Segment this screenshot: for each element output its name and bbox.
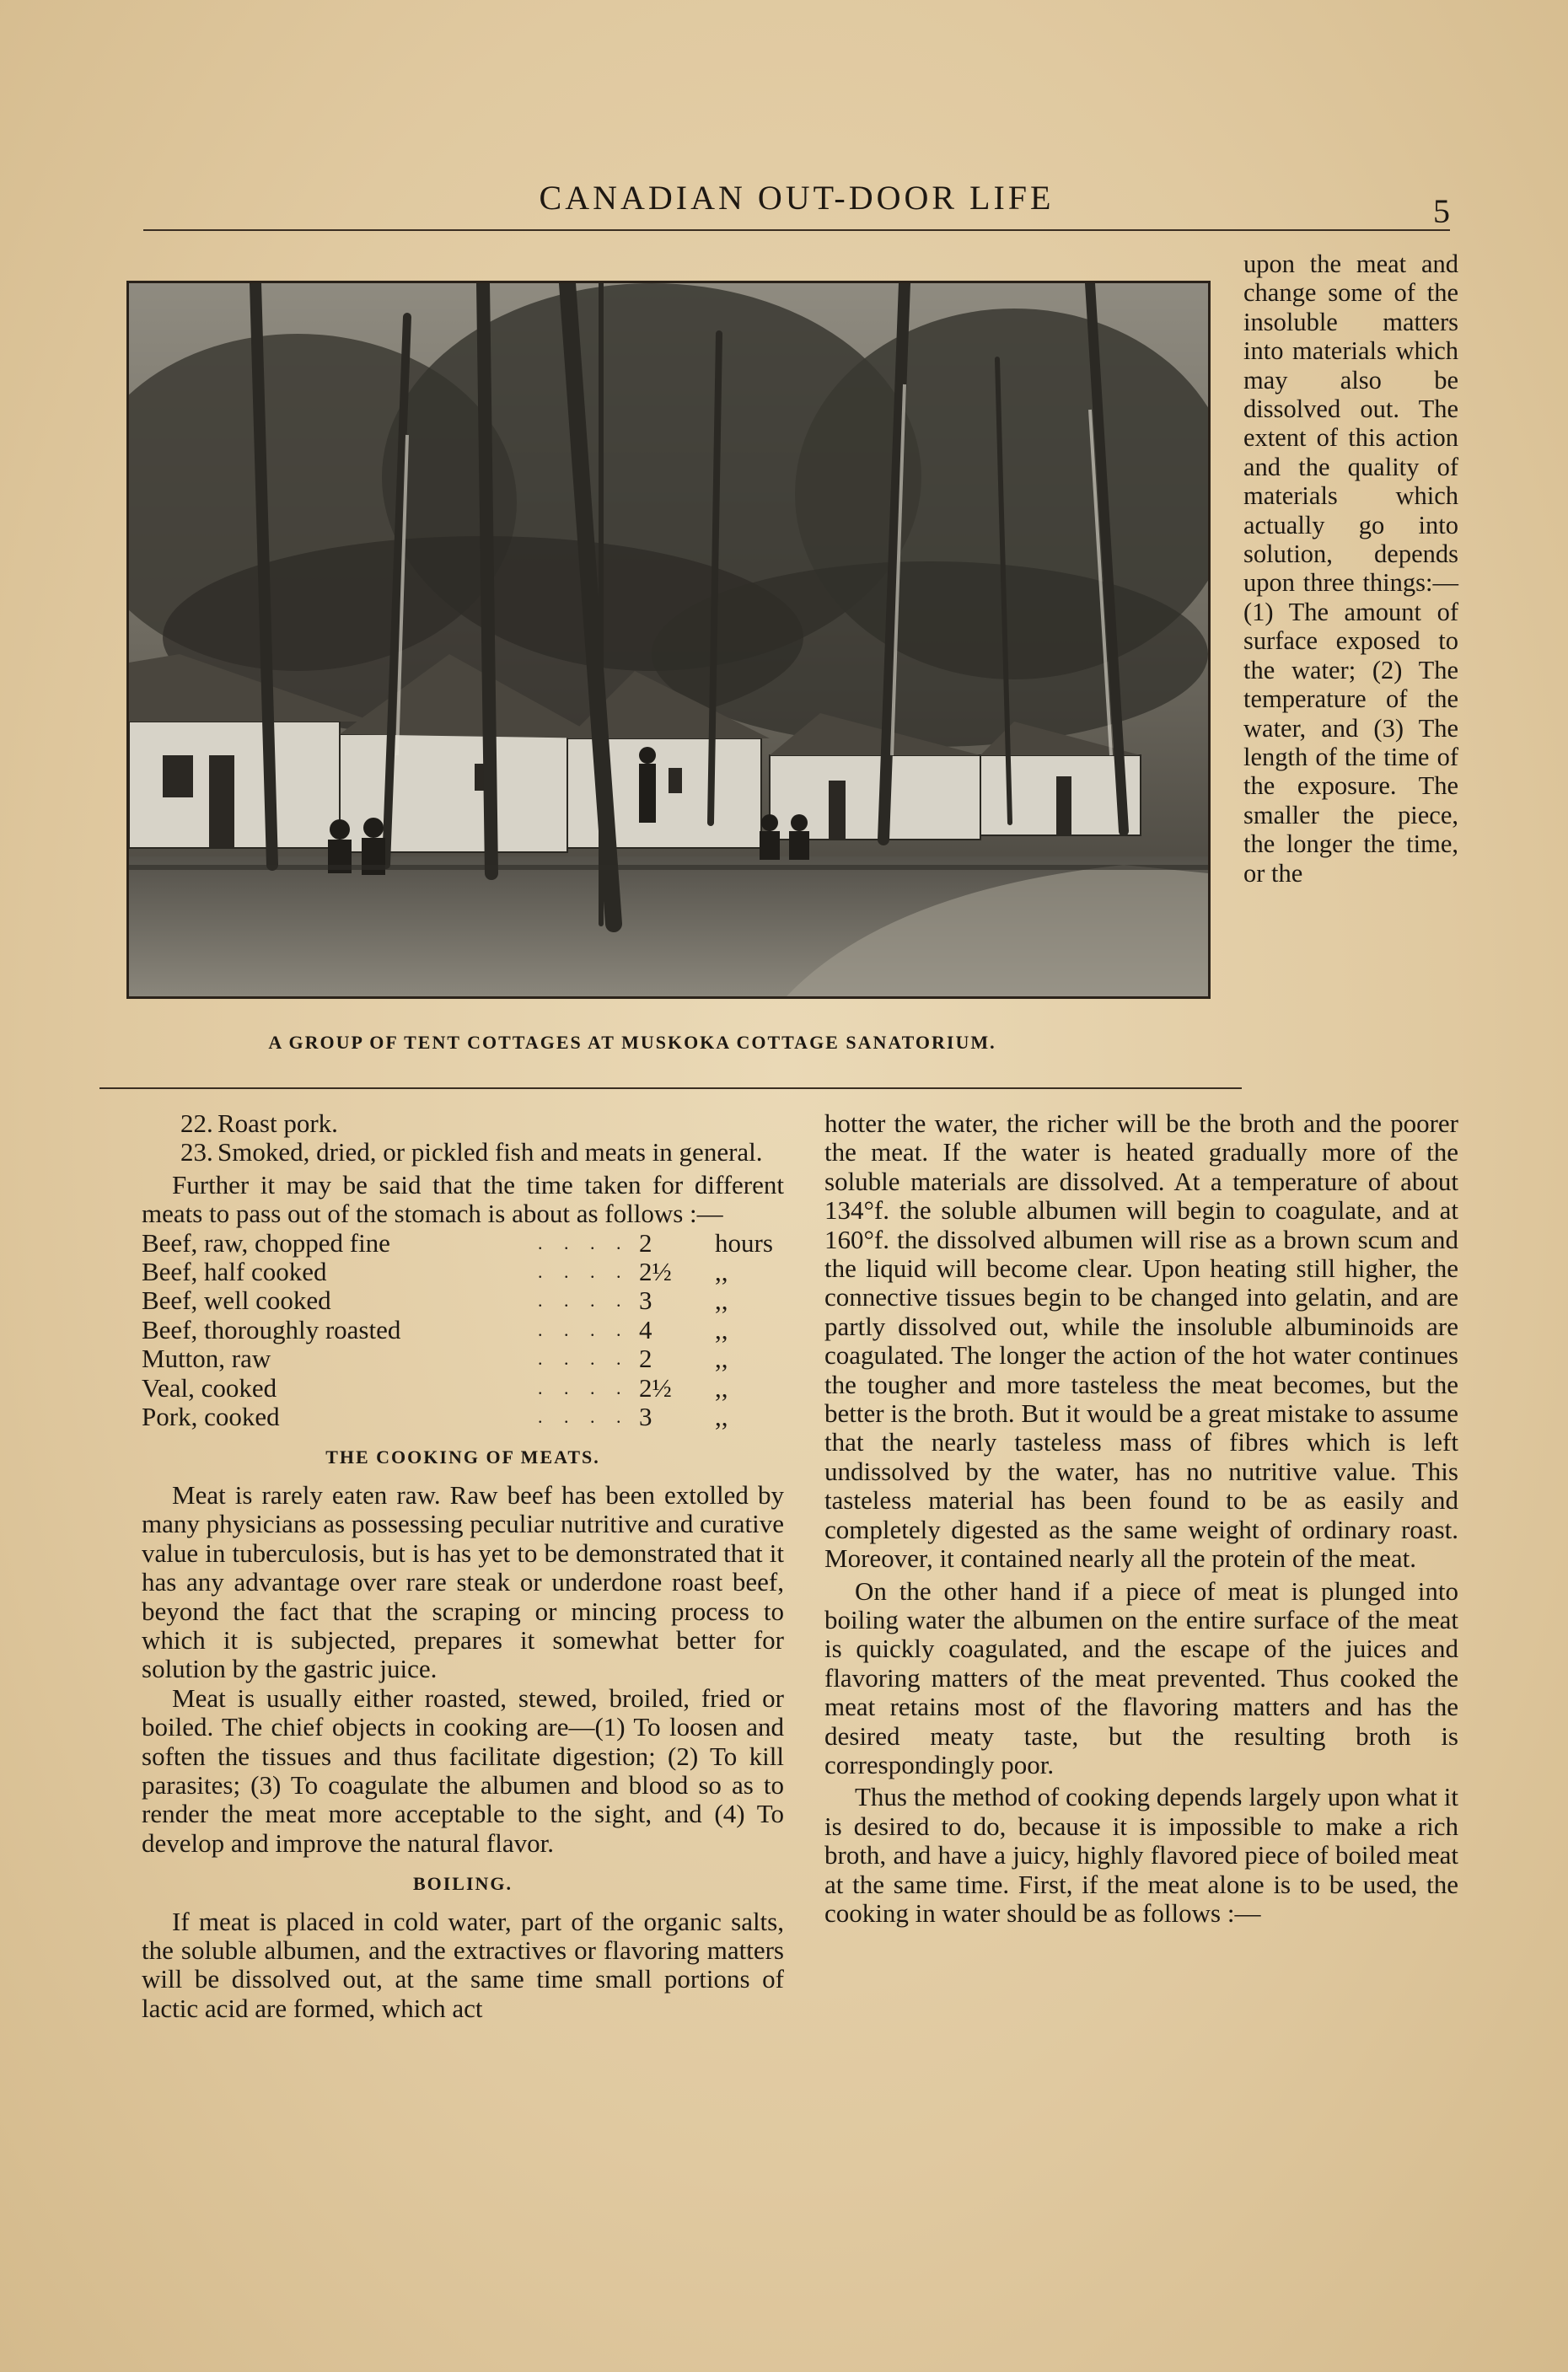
hours-value: 3	[639, 1285, 652, 1316]
list-item-22	[142, 1109, 784, 1138]
meat-name: Beef, thoroughly roasted	[142, 1314, 401, 1344]
hours-unit: hours	[715, 1227, 773, 1258]
right-paragraph-3: Thus the method of cooking depends largely upon what it is desired to do, because it is impossible to make a rich broth, and have a juicy, highly flavored piece of boiled meat at the same time. First, if the meat alone is to be used, the cooking in water should be as follows :—	[824, 1782, 1458, 1928]
list-text: Smoked, dried, or pickled fish and meats in general.	[217, 1137, 763, 1167]
section-heading-cooking: THE COOKING OF MEATS.	[325, 1446, 600, 1468]
table-row	[142, 1316, 784, 1344]
left-column	[142, 1109, 784, 2023]
leader-dots: . . . .	[538, 1261, 630, 1283]
meat-name: Veal, cooked	[142, 1372, 277, 1403]
table-row	[142, 1374, 784, 1403]
table-row	[142, 1403, 784, 1431]
meat-name: Beef, raw, chopped fine	[142, 1227, 390, 1258]
right-paragraph-2: On the other hand if a piece of meat is plunged into boiling water the albumen on the entire surface of the meat is quickly coagulated, and the escape of the juices and flavoring matters of the meat prevented. Thus cooked the meat retains most of the flavoring matters and has the desired meaty taste, but the resulting broth is correspondingly poor.	[824, 1575, 1458, 1779]
hours-value: 3	[639, 1402, 652, 1432]
running-header	[143, 173, 1450, 232]
list-text: Roast pork.	[217, 1108, 338, 1138]
leader-dots: . . . .	[538, 1348, 630, 1370]
table-row	[142, 1229, 784, 1258]
meat-name: Pork, cooked	[142, 1402, 280, 1432]
leader-dots: . . . .	[538, 1318, 630, 1340]
hours-unit: ,,	[715, 1402, 728, 1432]
hours-value: 2½	[639, 1372, 672, 1403]
list-number: 22.	[180, 1108, 213, 1138]
section-rule	[99, 1087, 1242, 1089]
hours-value: 2	[639, 1344, 652, 1374]
digestion-intro: Further it may be said that the time taken for different meats to pass out of the stomach is about as follows :—	[142, 1169, 784, 1229]
hours-value: 2	[639, 1227, 652, 1258]
meat-name: Mutton, raw	[142, 1344, 271, 1374]
list-item-23	[142, 1138, 784, 1167]
meat-name: Beef, half cooked	[142, 1257, 327, 1287]
sanatorium-photo	[126, 281, 1211, 999]
leader-dots: . . . .	[538, 1406, 630, 1428]
table-row	[142, 1286, 784, 1315]
cooking-paragraph-1: Meat is rarely eaten raw. Raw beef has been extolled by many physicians as possessing peculiar nutritive and curative value in tuberculosis, but is has yet to be demonstrated that it has any advantage over rare steak or underdone roast beef, beyond the fact that the scraping or mincing process to which it is subjected, prepares it somewhat better for solution by the gastric juice.	[142, 1479, 784, 1684]
leader-dots: . . . .	[538, 1290, 630, 1312]
list-number: 23.	[180, 1137, 213, 1167]
meat-name: Beef, well cooked	[142, 1285, 331, 1316]
leader-dots: . . . .	[538, 1232, 630, 1253]
side-paragraph: upon the meat and change some of the insoluble matters into materials which may also be dissolved out. The extent of this action and the quality of materials which actually go into solution, depends upon three things:— (1) The amount of surface exposed to the water; (2) The temperature of the water, and (3) The length of the time of the exposure. The smaller the piece, the longer the time, or the	[1243, 250, 1458, 888]
section-heading-boiling: BOILING.	[412, 1873, 513, 1895]
table-row	[142, 1258, 784, 1286]
hours-unit: ,,	[715, 1344, 728, 1374]
hours-value: 4	[639, 1314, 652, 1344]
digestion-time-table	[142, 1229, 784, 1432]
leader-dots: . . . .	[538, 1377, 630, 1398]
right-column	[824, 1109, 1458, 1928]
page-number: 5	[1433, 192, 1450, 230]
magazine-title: CANADIAN OUT-DOOR LIFE	[539, 179, 1055, 217]
hours-unit: ,,	[715, 1372, 728, 1403]
hours-value: 2½	[639, 1257, 672, 1287]
photo-caption: A GROUP OF TENT COTTAGES AT MUSKOKA COTTAGE SANATORIUM.	[268, 1032, 996, 1053]
hours-unit: ,,	[715, 1257, 728, 1287]
side-column	[1243, 250, 1458, 888]
cooking-paragraph-2: Meat is usually either roasted, stewed, broiled, fried or boiled. The chief objects in cooking are—(1) To loosen and soften the tissues and thus facilitate digestion; (2) To kill parasites; (3) To coagulate the albumen and blood so as to render the meat more acceptable to the sight, and (4) To develop and improve the natural flavor.	[142, 1682, 784, 1858]
table-row	[142, 1344, 784, 1373]
right-paragraph-1: hotter the water, the richer will be the broth and the poorer the meat. If the water is heated gradually more of the soluble materials are dissolved. At a temperature of about 134°f. the soluble albumen will begin to coagulate, and at 160°f. the dissolved albumen will rise as a brown scum and the liquid will become clear. Upon heating still higher, the connective tissues begin to be changed into gelatin, and are partly dissolved out, while the insoluble albuminoids are coagulated. The longer the action of the hot water continues the tougher and more tasteless the meat becomes, but the better is the broth. But it would be a great mistake to assume that the nearly tasteless mass of fibres which is left undissolved by the water, has no nutritive value. This tasteless material has been found to be as easily and completely digested as the same weight of ordinary roast. Moreover, it contained nearly all the protein of the meat.	[824, 1108, 1458, 1574]
boiling-paragraph-1: If meat is placed in cold water, part of the organic salts, the soluble albumen, and the extractives or flavoring matters will be dissolved out, at the same time small portions of lactic acid are formed, which act	[142, 1906, 784, 2023]
header-rule	[143, 229, 1450, 231]
hours-unit: ,,	[715, 1314, 728, 1344]
hours-unit: ,,	[715, 1285, 728, 1316]
